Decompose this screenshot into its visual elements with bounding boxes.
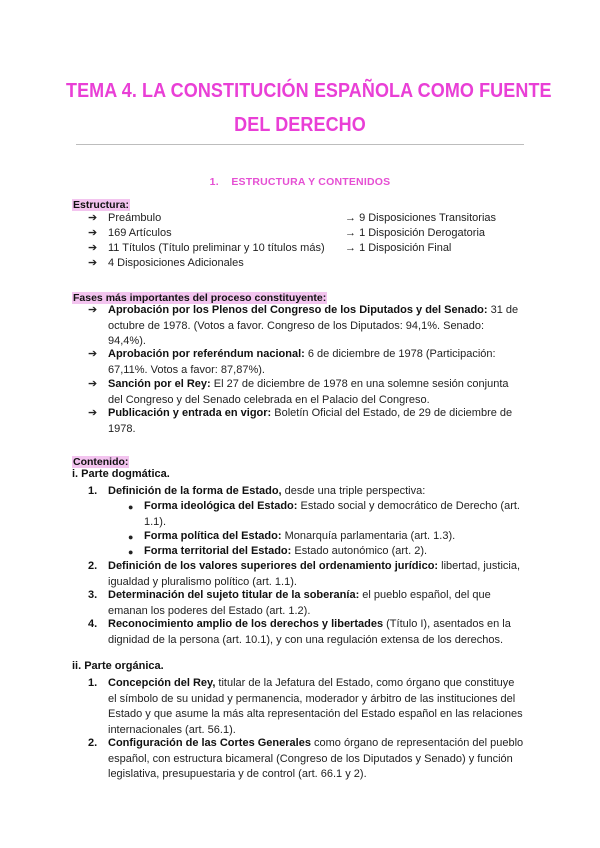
item-text: titular de la Jefatura del Estado, como órgano que constituye — [215, 677, 515, 689]
estructura-item — [88, 256, 244, 270]
subitem-text: Monarquía parlamentaria (art. 1.3). — [281, 530, 456, 542]
bullet-icon: ● — [128, 547, 134, 557]
item-number: 1. — [88, 485, 98, 497]
estructura-item-text: Preámbulo — [108, 212, 162, 224]
parte-dogmatica-heading: i. Parte dogmática. — [72, 468, 170, 480]
estructura-item-text: 1 Disposición Derogatoria — [359, 227, 486, 239]
item-text: el pueblo español, del que — [359, 589, 491, 601]
arrow-icon: ➔ — [88, 212, 98, 224]
dogmatica-item — [88, 559, 538, 591]
section-number: 1. — [209, 176, 219, 188]
estructura-item-text: 4 Disposiciones Adicionales — [108, 257, 244, 269]
arrow-icon: ➔ — [88, 304, 98, 316]
estructura-item — [88, 226, 172, 240]
contenido-heading-text: Contenido: — [73, 456, 129, 468]
item-text: igualdad y pluralismo político (art. 1.1). — [108, 575, 297, 588]
thin-arrow-icon: → — [345, 227, 356, 239]
item-text: español, con estructura bicameral (Congreso de los Diputados y Senado) y función — [108, 752, 513, 765]
fases-heading-text: Fases más importantes del proceso constituyente: — [73, 292, 327, 304]
bullet-icon: ● — [128, 502, 134, 512]
arrow-icon: ➔ — [88, 227, 98, 239]
fase-item-title: Sanción por el Rey: — [108, 378, 211, 390]
arrow-icon: ➔ — [88, 242, 98, 254]
subitem-text: Estado social y democrático de Derecho (art. — [297, 500, 520, 512]
fase-item-title: Publicación y entrada en vigor: — [108, 407, 272, 419]
item-title: Configuración de las Cortes Generales — [108, 737, 311, 749]
item-text: libertad, justicia, — [438, 560, 521, 572]
fase-item-text: 6 de diciembre de 1978 (Participación: — [304, 348, 496, 360]
item-title: Concepción del Rey, — [108, 677, 216, 689]
thin-arrow-icon: → — [345, 212, 356, 224]
title-divider — [76, 144, 524, 145]
estructura-item — [345, 226, 485, 240]
fase-item-text: octubre de 1978. (Votos a favor. Congreso de los Diputados: 94,1%. Senado: — [108, 319, 485, 332]
fase-item-title: Aprobación por los Plenos del Congreso de los Diputados y del Senado: — [108, 304, 488, 316]
fase-item — [88, 377, 528, 409]
organica-item — [88, 736, 538, 784]
section-title: ESTRUCTURA Y CONTENIDOS — [231, 176, 391, 188]
estructura-item — [345, 241, 451, 255]
item-title: Determinación del sujeto titular de la soberanía: — [108, 589, 360, 601]
title-line-1: TEMA 4. LA CONSTITUCIÓN ESPAÑOLA COMO FUENTE — [66, 80, 552, 102]
item-number: 4. — [88, 618, 98, 630]
item-number: 2. — [88, 560, 98, 572]
subitem-title: Forma política del Estado: — [144, 530, 282, 542]
dogmatica-item — [88, 484, 538, 500]
subitem-text: Estado autonómico (art. 2). — [291, 545, 428, 557]
dogmatica-item — [88, 588, 538, 620]
fase-item-text: 31 de — [487, 304, 519, 316]
fase-item-text: 1978. — [108, 422, 136, 435]
estructura-item-text: 9 Disposiciones Transitorias — [359, 212, 497, 224]
fase-item-title: Aprobación por referéndum nacional: — [108, 348, 305, 360]
fase-item — [88, 347, 528, 379]
item-text: como órgano de representación del pueblo — [310, 737, 524, 749]
thin-arrow-icon: → — [345, 242, 356, 254]
item-title: Definición de la forma de Estado, — [108, 485, 282, 497]
arrow-icon: ➔ — [88, 257, 98, 269]
organica-item — [88, 676, 538, 740]
item-text: internacionales (art. 56.1). — [108, 723, 236, 736]
arrow-icon: ➔ — [88, 407, 98, 419]
forma-subitem — [128, 544, 528, 560]
bullet-icon: ● — [128, 532, 134, 542]
fase-item-text: 67,11%. Votos a favor: 87,87%). — [108, 363, 265, 376]
estructura-item — [88, 241, 325, 255]
item-number: 2. — [88, 737, 98, 749]
estructura-item — [345, 211, 496, 225]
fase-item-text: El 27 de diciembre de 1978 en una solemne sesión conjunta — [210, 378, 509, 390]
subitem-title: Forma ideológica del Estado: — [144, 500, 298, 512]
item-title: Definición de los valores superiores del ordenamiento jurídico: — [108, 560, 439, 572]
item-text: Estado y que asume la más alta representación del Estado español en las relaciones — [108, 708, 523, 720]
subitem-text: 1.1). — [144, 515, 167, 528]
item-text: legislativa, presupuestaria y de control (art. 66.1 y 2). — [108, 768, 367, 780]
parte-organica-heading: ii. Parte orgánica. — [72, 660, 164, 672]
forma-subitem — [128, 529, 528, 545]
estructura-item-text: 169 Artículos — [108, 227, 172, 239]
forma-subitem — [128, 499, 528, 531]
item-number: 3. — [88, 589, 98, 601]
item-text: (Título I), asentados en la — [383, 618, 511, 630]
title-line-2: DEL DERECHO — [234, 114, 366, 136]
arrow-icon: ➔ — [88, 348, 98, 360]
item-title: Reconocimiento amplio de los derechos y libertades — [108, 618, 384, 630]
dogmatica-item — [88, 617, 538, 649]
item-text: el símbolo de su unidad y permanencia, moderador y árbitro de las instituciones del — [108, 692, 516, 705]
estructura-heading-text: Estructura: — [73, 199, 130, 211]
estructura-item-text: 1 Disposición Final — [359, 242, 452, 254]
item-text: desde una triple perspectiva: — [281, 485, 426, 497]
item-number: 1. — [88, 677, 98, 689]
subitem-title: Forma territorial del Estado: — [144, 545, 292, 557]
fase-item — [88, 303, 528, 351]
fase-item-text: del Congreso y del Senado celebrada en el Palacio del Congreso. — [108, 393, 430, 406]
fase-item-text: 94,4%). — [108, 335, 146, 347]
item-text: dignidad de la persona (art. 10.1), y con una regulación extensa de los derechos. — [108, 633, 504, 646]
fase-item — [88, 406, 528, 438]
fase-item-text: Boletín Oficial del Estado, de 29 de diciembre de — [271, 407, 513, 419]
estructura-item — [88, 211, 161, 225]
estructura-item-text: 11 Títulos (Título preliminar y 10 títulos más) — [108, 242, 325, 254]
arrow-icon: ➔ — [88, 378, 98, 390]
document-title — [66, 74, 552, 142]
item-text: emanan los poderes del Estado (art. 1.2). — [108, 604, 311, 617]
section-heading — [0, 176, 600, 188]
